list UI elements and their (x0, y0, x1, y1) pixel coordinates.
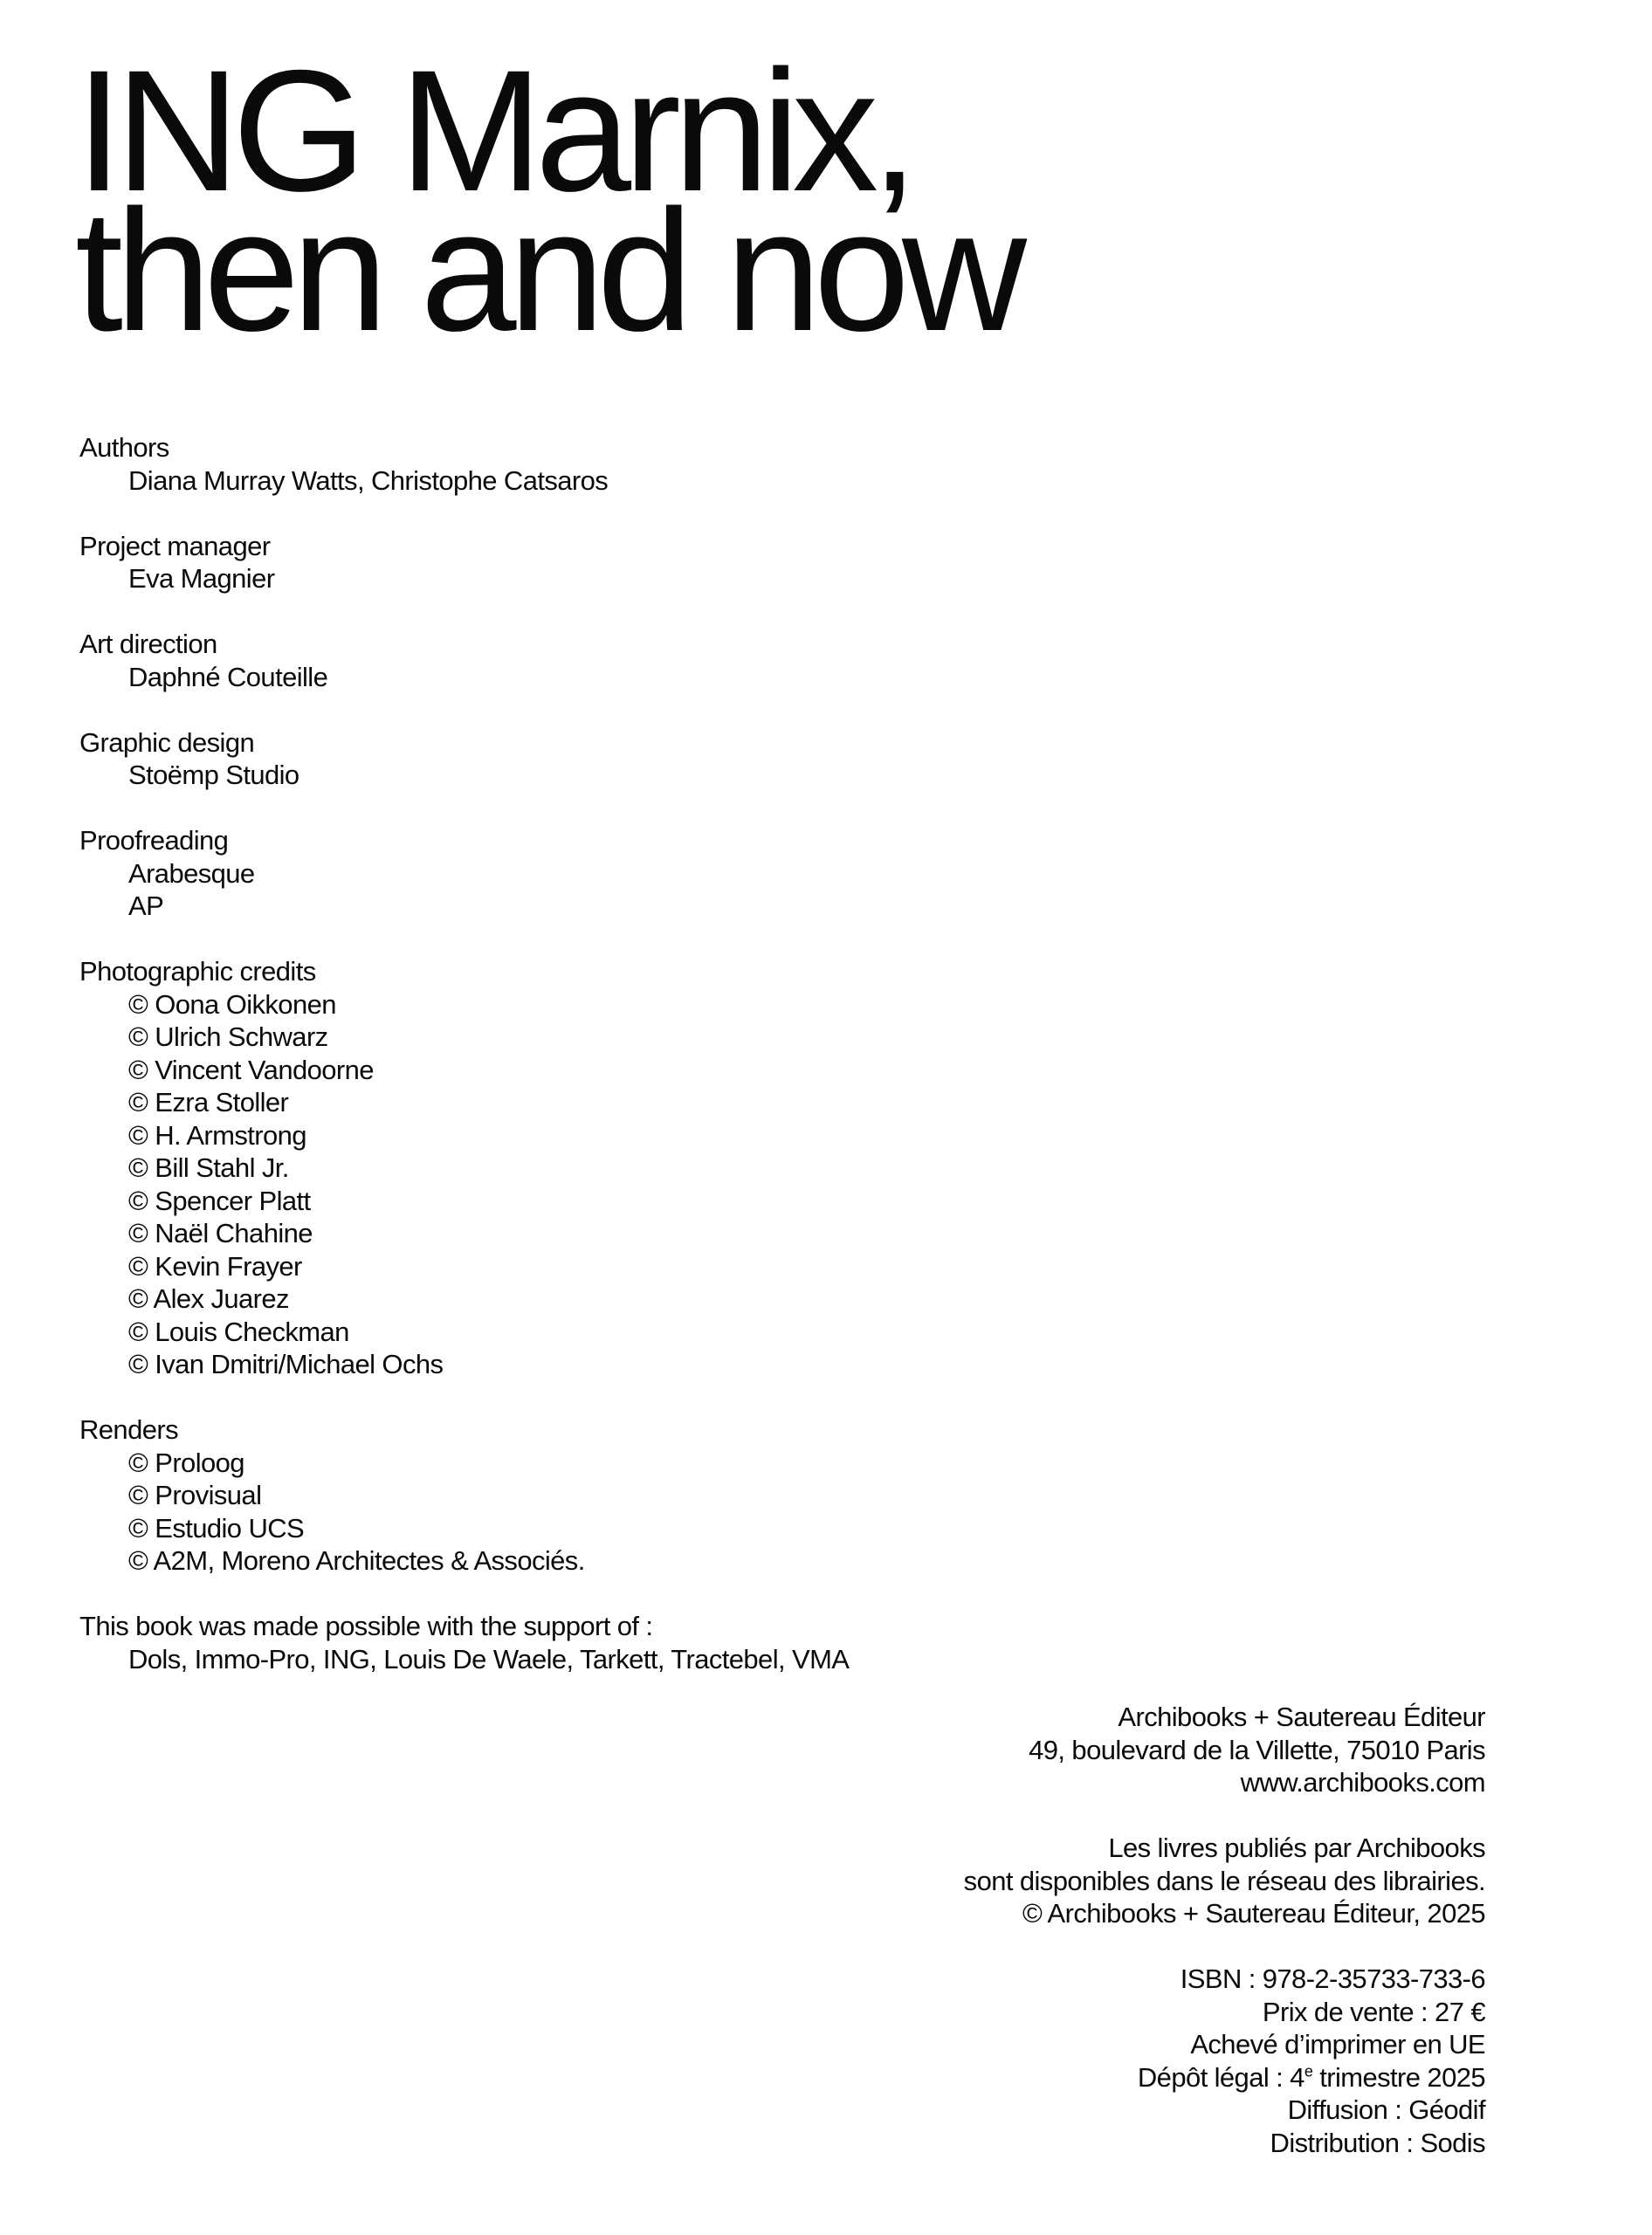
credit-value: AP (128, 891, 164, 921)
credit-value: Dols, Immo-Pro, ING, Louis De Waele, Tarkett, Tractebel, VMA (128, 1643, 850, 1675)
credit-value: © Ezra Stoller (128, 1087, 289, 1118)
publisher-imprint (612, 1701, 1485, 2159)
credit-label: Graphic design (79, 726, 255, 758)
credit-value: © Proloog (128, 1447, 244, 1478)
notice-line: Les livres publiés par Archibooks (1108, 1833, 1485, 1863)
credit-value: © Provisual (128, 1480, 262, 1510)
credit-label: Art direction (79, 629, 217, 659)
credit-section-authors (79, 431, 1040, 497)
legal-deposit-prefix: Dépôt légal : 4 (1137, 2061, 1304, 2093)
credit-value: © Estudio UCS (128, 1512, 305, 1544)
copyright-notice-block (612, 1832, 1485, 1930)
credit-section-project-manager (79, 530, 1040, 595)
credit-value: © Naël Chahine (128, 1218, 313, 1248)
credit-value: © Bill Stahl Jr. (128, 1152, 289, 1183)
price: Prix de vente : 27 € (1262, 1996, 1485, 2027)
credit-section-support (79, 1610, 1040, 1675)
credit-label: Project manager (79, 530, 271, 561)
diffusion: Diffusion : Géodif (1287, 2094, 1485, 2125)
credit-label: Renders (79, 1414, 178, 1445)
distribution: Distribution : Sodis (1270, 2127, 1485, 2158)
legal-deposit-superscript: e (1304, 2062, 1313, 2080)
publisher-block (612, 1701, 1485, 1799)
printed-in: Achevé d’imprimer en UE (1190, 2029, 1485, 2060)
credit-label: Authors (79, 432, 169, 463)
legal-info-block (612, 1963, 1485, 2159)
credit-label: Proofreading (79, 825, 229, 856)
credit-label: This book was made possible with the support of : (79, 1611, 653, 1641)
isbn: ISBN : 978-2-35733-733-6 (1180, 1963, 1485, 1994)
credit-value: © A2M, Moreno Architectes & Associés. (128, 1545, 585, 1576)
copyright-line: © Archibooks + Sautereau Éditeur, 2025 (1022, 1898, 1485, 1929)
credit-value: © Vincent Vandoorne (128, 1054, 374, 1085)
credit-section-graphic-design (79, 726, 1040, 792)
credit-value: Diana Murray Watts, Christophe Catsaros (128, 464, 609, 496)
credit-value: Arabesque (128, 857, 255, 889)
credit-value: © Kevin Frayer (128, 1250, 302, 1282)
credit-section-proofreading (79, 824, 1040, 923)
credit-label: Photographic credits (79, 956, 316, 987)
credit-value: © Ulrich Schwarz (128, 1021, 328, 1052)
credit-value: © H. Armstrong (128, 1119, 306, 1151)
book-title (75, 34, 1019, 367)
publisher-address: 49, boulevard de la Villette, 75010 Paris (1029, 1734, 1485, 1765)
credit-value: Eva Magnier (128, 563, 275, 594)
book-title-line-1: ING Marnix, (75, 34, 912, 227)
credits-list (79, 431, 1040, 1709)
credit-value: Daphné Couteille (128, 661, 328, 692)
credit-value: © Louis Checkman (128, 1316, 349, 1347)
publisher-website: www.archibooks.com (1240, 1767, 1485, 1798)
credit-section-art-direction (79, 628, 1040, 693)
credit-section-renders (79, 1413, 1040, 1578)
credit-value: © Alex Juarez (128, 1283, 289, 1314)
notice-line: sont disponibles dans le réseau des librairies. (963, 1865, 1485, 1896)
credit-section-photographic-credits (79, 955, 1040, 1381)
credit-value: © Ivan Dmitri/Michael Ochs (128, 1349, 444, 1379)
book-title-line-2: then and now (75, 174, 1019, 367)
legal-deposit (612, 2061, 1485, 2094)
publisher-name: Archibooks + Sautereau Éditeur (1118, 1702, 1485, 1732)
credit-value: Stoëmp Studio (128, 760, 299, 790)
credit-value: © Spencer Platt (128, 1185, 311, 1216)
credit-value: © Oona Oikkonen (128, 988, 336, 1020)
legal-deposit-suffix: trimestre 2025 (1312, 2061, 1485, 2093)
